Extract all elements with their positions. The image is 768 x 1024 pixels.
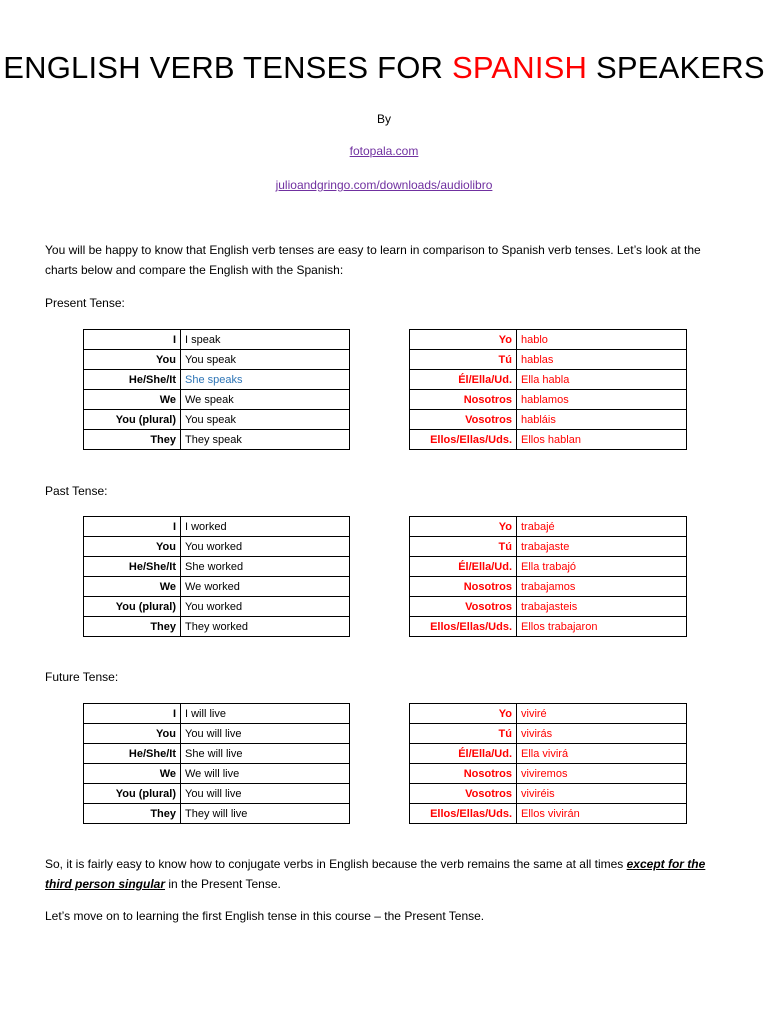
- table-row: [410, 517, 687, 537]
- table-row: [84, 784, 350, 804]
- present-english-table: [83, 329, 350, 450]
- pronoun-cell: You (plural): [84, 597, 181, 617]
- verb-cell: Ella vivirá: [517, 744, 687, 764]
- pronoun-cell: Él/Ella/Ud.: [410, 744, 517, 764]
- table-row: [410, 597, 687, 617]
- table-row: [84, 724, 350, 744]
- table-row: [84, 577, 350, 597]
- table-row: [410, 557, 687, 577]
- future-spanish-table: [409, 703, 687, 824]
- table-row: [410, 617, 687, 637]
- verb-cell: viviré: [517, 704, 687, 724]
- verb-cell: She will live: [181, 744, 350, 764]
- pronoun-cell: I: [84, 330, 181, 350]
- verb-cell: I speak: [181, 330, 350, 350]
- table-row: [410, 724, 687, 744]
- pronoun-cell: They: [84, 617, 181, 637]
- title-spanish: SPANISH: [451, 50, 588, 85]
- pronoun-cell: Yo: [410, 704, 517, 724]
- verb-cell: You worked: [181, 537, 350, 557]
- intro-paragraph: You will be happy to know that English verb tenses are easy to learn in comparison to Spanish verb tenses. Let’s look at the charts below and compare the English with the Spanish:: [45, 243, 701, 277]
- table-row: [84, 744, 350, 764]
- verb-cell: Ella trabajó: [517, 557, 687, 577]
- pronoun-cell: Vosotros: [410, 597, 517, 617]
- pronoun-cell: Ellos/Ellas/Uds.: [410, 804, 517, 824]
- verb-cell: viviremos: [517, 764, 687, 784]
- verb-cell: She worked: [181, 557, 350, 577]
- table-row: [84, 804, 350, 824]
- pronoun-cell: I: [84, 517, 181, 537]
- pronoun-cell: You: [84, 537, 181, 557]
- pronoun-cell: They: [84, 430, 181, 450]
- verb-cell: trabajaste: [517, 537, 687, 557]
- present-spanish-table: [409, 329, 687, 450]
- future-tense-heading: Future Tense:: [45, 670, 119, 684]
- verb-cell: You will live: [181, 784, 350, 804]
- past-tense-heading: Past Tense:: [45, 484, 108, 498]
- page-title: [0, 50, 768, 86]
- verb-cell: trabajé: [517, 517, 687, 537]
- verb-cell: You speak: [181, 350, 350, 370]
- verb-cell: viviréis: [517, 784, 687, 804]
- verb-cell: You will live: [181, 724, 350, 744]
- pronoun-cell: Tú: [410, 537, 517, 557]
- title-part-1: ENGLISH VERB TENSES FOR: [3, 50, 452, 85]
- table-row: [410, 784, 687, 804]
- table-row: [410, 430, 687, 450]
- table-row: [410, 577, 687, 597]
- pronoun-cell: Él/Ella/Ud.: [410, 557, 517, 577]
- verb-cell: trabajasteis: [517, 597, 687, 617]
- conclusion-emphasis: except for the third person singular: [45, 857, 706, 891]
- pronoun-cell: He/She/It: [84, 370, 181, 390]
- pronoun-cell: You: [84, 724, 181, 744]
- title-part-3: SPEAKERS: [587, 50, 765, 85]
- pronoun-cell: Vosotros: [410, 410, 517, 430]
- verb-cell: Ella habla: [517, 370, 687, 390]
- pronoun-cell: We: [84, 764, 181, 784]
- table-row: [410, 537, 687, 557]
- verb-cell: hablas: [517, 350, 687, 370]
- table-row: [84, 370, 350, 390]
- pronoun-cell: Vosotros: [410, 784, 517, 804]
- table-row: [410, 370, 687, 390]
- table-row: [410, 804, 687, 824]
- fotopala-link[interactable]: fotopala.com: [349, 144, 419, 158]
- verb-cell: You speak: [181, 410, 350, 430]
- table-row: [84, 597, 350, 617]
- table-row: [410, 410, 687, 430]
- closing-paragraph: Let’s move on to learning the first English tense in this course – the Present Tense.: [45, 909, 485, 923]
- past-spanish-table: [409, 516, 687, 637]
- verb-cell: They worked: [181, 617, 350, 637]
- table-row: [410, 390, 687, 410]
- conclusion-text-2: in the Present Tense.: [165, 877, 281, 891]
- pronoun-cell: Nosotros: [410, 390, 517, 410]
- pronoun-cell: You: [84, 350, 181, 370]
- verb-cell: They will live: [181, 804, 350, 824]
- conclusion-paragraph: [45, 854, 725, 894]
- table-row: [84, 390, 350, 410]
- pronoun-cell: We: [84, 390, 181, 410]
- verb-cell: Ellos hablan: [517, 430, 687, 450]
- byline: By: [376, 112, 391, 126]
- pronoun-cell: Yo: [410, 330, 517, 350]
- table-row: [410, 350, 687, 370]
- present-tense-heading: Present Tense:: [45, 296, 125, 310]
- pronoun-cell: He/She/It: [84, 744, 181, 764]
- verb-cell: vivirás: [517, 724, 687, 744]
- verb-cell: Ellos trabajaron: [517, 617, 687, 637]
- pronoun-cell: We: [84, 577, 181, 597]
- verb-cell: We worked: [181, 577, 350, 597]
- pronoun-cell: Ellos/Ellas/Uds.: [410, 617, 517, 637]
- verb-cell: We speak: [181, 390, 350, 410]
- table-row: [410, 330, 687, 350]
- table-row: [84, 537, 350, 557]
- conclusion-text-1: So, it is fairly easy to know how to conjugate verbs in English because the verb remains the same at all times: [45, 857, 627, 871]
- table-row: [84, 430, 350, 450]
- verb-cell: hablamos: [517, 390, 687, 410]
- verb-cell: hablo: [517, 330, 687, 350]
- table-row: [410, 704, 687, 724]
- table-row: [410, 744, 687, 764]
- pronoun-cell: Nosotros: [410, 577, 517, 597]
- pronoun-cell: Él/Ella/Ud.: [410, 370, 517, 390]
- table-row: [84, 330, 350, 350]
- table-row: [84, 557, 350, 577]
- verb-cell: habláis: [517, 410, 687, 430]
- pronoun-cell: They: [84, 804, 181, 824]
- pronoun-cell: He/She/It: [84, 557, 181, 577]
- verb-cell-highlighted: She speaks: [181, 370, 350, 390]
- pronoun-cell: You (plural): [84, 784, 181, 804]
- verb-cell: You worked: [181, 597, 350, 617]
- table-row: [84, 350, 350, 370]
- pronoun-cell: You (plural): [84, 410, 181, 430]
- future-english-table: [83, 703, 350, 824]
- table-row: [410, 764, 687, 784]
- table-row: [84, 410, 350, 430]
- verb-cell: We will live: [181, 764, 350, 784]
- verb-cell: They speak: [181, 430, 350, 450]
- table-row: [84, 704, 350, 724]
- pronoun-cell: Nosotros: [410, 764, 517, 784]
- table-row: [84, 617, 350, 637]
- table-row: [84, 517, 350, 537]
- verb-cell: trabajamos: [517, 577, 687, 597]
- audiolibro-link[interactable]: julioandgringo.com/downloads/audiolibro: [275, 178, 493, 192]
- verb-cell: I will live: [181, 704, 350, 724]
- pronoun-cell: Ellos/Ellas/Uds.: [410, 430, 517, 450]
- pronoun-cell: I: [84, 704, 181, 724]
- pronoun-cell: Tú: [410, 724, 517, 744]
- pronoun-cell: Tú: [410, 350, 517, 370]
- table-row: [84, 764, 350, 784]
- past-english-table: [83, 516, 350, 637]
- verb-cell: I worked: [181, 517, 350, 537]
- pronoun-cell: Yo: [410, 517, 517, 537]
- verb-cell: Ellos vivirán: [517, 804, 687, 824]
